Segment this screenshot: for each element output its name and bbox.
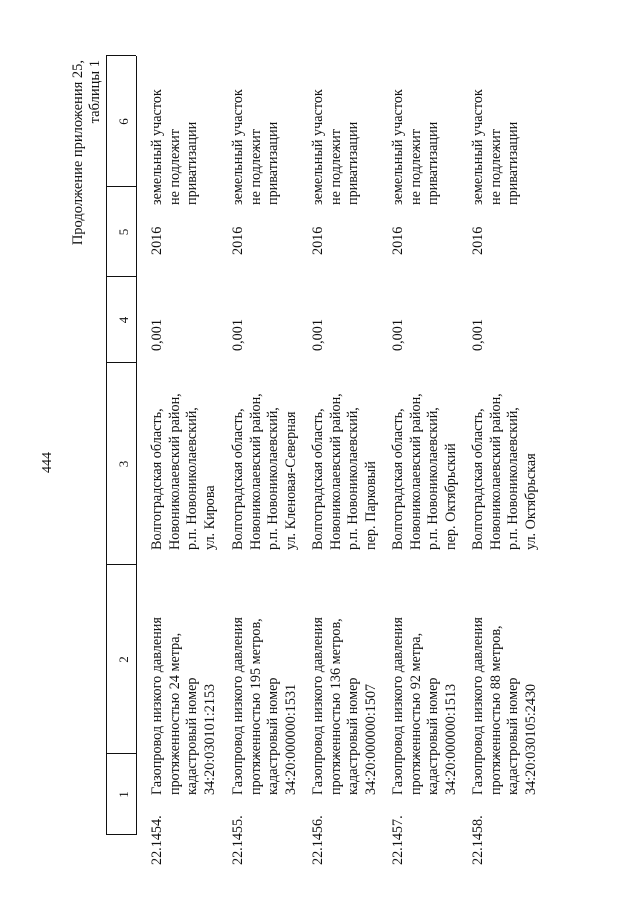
description-line: протяженностью 24 метра, [166,632,183,795]
address-line: Новониколаевский район, [247,393,264,550]
column-number: 2 [116,656,131,663]
year-value: 2016 [310,226,326,255]
note-line: приватизации [265,121,281,205]
description-line: кадастровый номер [184,677,200,795]
description-line: Газопровод низкого давления [470,617,486,795]
year-value: 2016 [470,226,486,255]
column-number: 1 [116,791,131,798]
address-line: пер. Октябрьский [442,443,459,550]
address-line: Новониколаевский район, [407,393,424,550]
description-line: Газопровод низкого давления [230,617,246,795]
row-number: 22.1455. [230,815,246,865]
table-top-border [106,56,107,835]
row-number: 22.1456. [310,815,326,865]
description-line: протяженностью 195 метров, [247,618,264,795]
appendix-caption-line1: Продолжение приложения 25, [70,60,86,246]
description-line: 34:20:030105:2430 [522,683,539,795]
note-line: приватизации [184,121,200,205]
note-line: не подлежит [166,129,183,205]
note-line: не подлежит [487,129,504,205]
address-line: ул. Октябрьская [522,453,539,550]
note-line: не подлежит [407,129,424,205]
note-line: не подлежит [247,129,264,205]
privatization-note [470,89,523,205]
object-description [470,617,540,795]
area-value: 0,001 [470,319,486,351]
description-line: протяженностью 92 метра, [407,632,424,795]
description-line: 34:20:000000:1507 [362,683,379,795]
area-value: 0,001 [149,319,165,351]
column-number: 6 [116,118,131,125]
object-description [390,617,460,795]
address-line: р.п. Новониколаевский, [505,407,521,550]
note-line: земельный участок [310,89,326,205]
area-value: 0,001 [230,319,246,351]
column-number: 5 [116,228,131,236]
area-value: 0,001 [310,319,326,351]
privatization-note [149,89,202,205]
object-address [230,393,300,550]
description-line: кадастровый номер [265,677,281,795]
address-line: пер. Парковый [362,461,379,550]
description-line: Газопровод низкого давления [310,617,326,795]
row-number: 22.1458. [470,815,486,865]
object-address [310,393,380,550]
column-number: 3 [116,460,131,468]
note-line: приватизации [505,121,521,205]
note-line: земельный участок [149,89,165,205]
year-value: 2016 [230,226,246,255]
address-line: ул. Кирова [201,485,218,550]
note-line: земельный участок [390,89,406,205]
address-line: Волгоградская область, [390,408,406,550]
object-address [470,393,540,550]
page-number: 444 [40,452,55,473]
area-value: 0,001 [390,319,406,351]
year-value: 2016 [390,226,406,255]
description-line: Газопровод низкого давления [149,617,165,795]
note-line: земельный участок [230,89,246,205]
address-line: Волгоградская область, [310,408,326,550]
privatization-note [310,89,363,205]
address-line: Волгоградская область, [470,408,486,550]
object-description [149,617,219,795]
year-value: 2016 [149,226,165,255]
object-description [310,617,380,795]
description-line: Газопровод низкого давления [390,617,406,795]
address-line: Волгоградская область, [230,408,246,550]
note-line: не подлежит [327,129,344,205]
address-line: ул. Кленовая-Северная [282,411,299,550]
note-line: земельный участок [470,89,486,205]
description-line: кадастровый номер [505,677,521,795]
appendix-caption-line2: таблицы 1 [87,60,103,124]
table-header-bottom-border [136,56,137,835]
appendix-caption [70,60,104,245]
address-line: Новониколаевский район, [487,393,504,550]
row-number: 22.1454. [149,815,165,865]
address-line: р.п. Новониколаевский, [345,407,361,550]
note-line: приватизации [345,121,361,205]
privatization-note [390,89,443,205]
address-line: р.п. Новониколаевский, [425,407,441,550]
description-line: 34:20:000000:1531 [282,683,299,795]
privatization-note [230,89,283,205]
address-line: р.п. Новониколаевский, [265,407,281,550]
address-line: Новониколаевский район, [327,393,344,550]
object-address [390,393,460,550]
description-line: кадастровый номер [345,677,361,795]
row-number: 22.1457. [390,815,406,865]
description-line: 34:20:000000:1513 [442,683,459,795]
address-line: Новониколаевский район, [166,393,183,550]
description-line: протяженностью 136 метров, [327,618,344,795]
description-line: кадастровый номер [425,677,441,795]
address-line: Волгоградская область, [149,408,165,550]
description-line: протяженностью 88 метров, [487,625,504,795]
object-description [230,617,300,795]
note-line: приватизации [425,121,441,205]
column-number: 4 [116,316,131,324]
object-address [149,393,219,550]
description-line: 34:20:030101:2153 [201,683,218,795]
address-line: р.п. Новониколаевский, [184,407,200,550]
